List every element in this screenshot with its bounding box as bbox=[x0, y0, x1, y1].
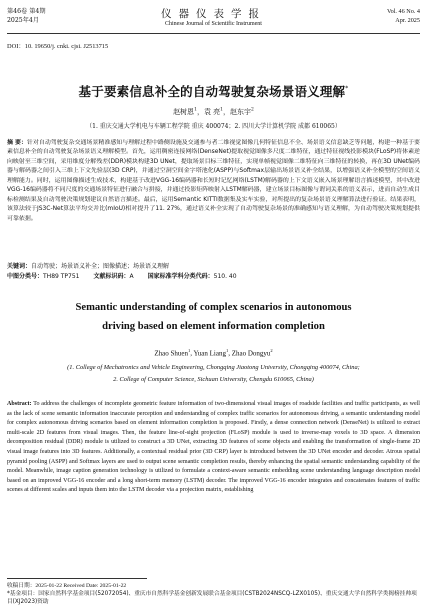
classification-zh bbox=[7, 271, 420, 280]
doc-code-label: 文献标识码： bbox=[93, 273, 130, 280]
issue-date: 2025年4月 bbox=[7, 16, 40, 24]
affiliation-en-1: (1. College of Mechatronics and Vehicle Engineering, Chongqing Jiaotong University, Chongqing 400074, China; bbox=[67, 364, 360, 371]
header-right bbox=[387, 8, 420, 25]
title-en-line-1: Semantic understanding of complex scenarios in autonomous bbox=[75, 302, 352, 313]
journal-header bbox=[7, 8, 420, 32]
subject-code: 510. 40 bbox=[213, 273, 237, 280]
clc-label: 中图分类号： bbox=[7, 273, 44, 280]
abstract-en-text: To address the challenges of incomplete geometric feature information of two-dimensional visual images of roadside facilities and traffic participants, as well as the lack of scene semantic information inaccurate perception and understanding of complex traffic scenarios for autonomous driving, a semantic understanding model for complex autonomous driving scenarios based on element information completion is proposed. Firstly, a dense connection network (DenseNet) is utilized to extract multi-scale 2D features from visual images. Then, the feature line-of-sight projection (FLoSP) module is used to inverse-map voxels to 3D space. A dimension decomposition residual (DDR) module is utilized to construct a 3D UNet, extracting 3D features of scene objects and enabling the transformation of single-frame 2D visual image features into 3D features. Additionally, a contextual residual prior (3D CRP) layer is introduced between the 3D UNet encoder and decoder. Atrous spatial pyramid pooling (ASPP) and Softmax layers are used to output scene semantic completion results, thereby enhancing the spatial semantic understanding capability of the model. Meanwhile, image caption generation technology is utilized to formulate a context-aware semantic embedding scene understanding language description model based on an improved VGG-16 encoder and a long short-term memory (LSTM) decoder. The improved VGG-16 encoder integrates and concatenates features of traffic scenes at different scales and inputs them into the LSTM decoder via a projection matrix, establishing bbox=[7, 401, 420, 494]
authors-zh: 赵树恩$^1$，袁 亮$^1$，赵东宇$^2$ bbox=[173, 107, 254, 116]
author-en: Yuan Liang bbox=[193, 349, 226, 358]
doc-code: A bbox=[129, 273, 134, 280]
affiliation-en-2: 2. College of Computer Science, Sichuan University, Chengdu 610065, China) bbox=[113, 376, 314, 383]
header-rule bbox=[7, 33, 420, 34]
title-footnote-mark: * bbox=[345, 85, 349, 92]
author-sup: 2 bbox=[270, 348, 273, 353]
footnote-rule bbox=[7, 578, 147, 579]
volume-issue: 第46卷 第4期 bbox=[7, 8, 46, 15]
affiliation-zh: （1. 重庆交通大学机电与车辆工程学院 重庆 400074；2. 四川大学计算机学院 成都 610065） bbox=[86, 123, 341, 130]
volume-en: Vol. 46 No. 4 bbox=[386, 8, 420, 15]
footnotes bbox=[7, 582, 420, 607]
keywords-zh bbox=[7, 261, 420, 270]
author-sup: 1 bbox=[225, 348, 229, 353]
abstract-en bbox=[7, 400, 420, 496]
author-zh: 赵树恩 bbox=[173, 108, 195, 116]
abstract-zh-label: 摘 要： bbox=[7, 139, 27, 146]
received-date: 收稿日期：2025-01-22 Received Date: 2025-01-22 bbox=[7, 583, 127, 589]
header-center bbox=[7, 8, 420, 28]
journal-name-zh: 仪器仪表学报 bbox=[161, 8, 266, 20]
title-en bbox=[0, 298, 427, 336]
author-zh: 赵东宇 bbox=[230, 108, 252, 116]
authors-en: Zhao Shuen$^1$, Yuan Liang$^1$, Zhao Dongyu$^2$ bbox=[154, 348, 273, 358]
date-en: Apr. 2025 bbox=[395, 16, 420, 24]
abstract-en-label: Abstract: bbox=[7, 401, 32, 407]
author-sup: 1 bbox=[187, 348, 191, 353]
author-en: Zhao Dongyu bbox=[231, 349, 271, 358]
journal-name-en: Chinese Journal of Scientific Instrument bbox=[165, 21, 262, 27]
author-sup: 2 bbox=[251, 107, 254, 113]
title-zh-text: 基于要素信息补全的自动驾驶复杂场景语义理解 bbox=[78, 84, 346, 99]
keywords-zh-text: 自动驾驶；场景语义补全；图像描述；场景语义理解 bbox=[31, 263, 170, 270]
author-sup: 1 bbox=[194, 107, 197, 113]
fund-note: *基金项目：国家自然科学基金项目(52072054)、重庆市自然科学基金创新发展联合基金项目(CSTB2024NSCQ-LZX0105)、重庆交通大学自然科学类揭榜挂帅项目(XJ2023)资助 bbox=[7, 591, 417, 606]
subject-code-label: 国家标准学科分类代码： bbox=[147, 273, 214, 280]
title-zh bbox=[0, 82, 427, 100]
author-en: Zhao Shuen bbox=[154, 349, 188, 358]
title-en-line-2: driving based on element information completion bbox=[102, 321, 325, 332]
doi: DOI：10. 19650/j. cnki. cjsi. J2513715 bbox=[7, 43, 109, 50]
author-zh: 袁 亮 bbox=[203, 108, 221, 116]
author-sup: 1 bbox=[220, 107, 224, 113]
clc-code: TH89 TP751 bbox=[43, 273, 80, 280]
abstract-zh bbox=[7, 138, 420, 223]
keywords-zh-label: 关键词： bbox=[7, 263, 32, 270]
affiliation-en bbox=[0, 362, 427, 386]
abstract-zh-text: 针对自动驾驶复杂交通场景精准感知与理解过程中路侧设施及交通参与者二维视觉图像几何特征信息不全、场景语义信息缺乏等问题，构建一种基于要素信息补全的自动驾驶复杂场景语义理解模型。首先，运用稠密连接网络(DenseNet)提取视觉图像多尺度二维特征，通过特征视线投影模块(FLoSP)将体素逆向映射至三维空间，采用维度分解残差(DDR)模块构建3D UNet，提取场景目标三维特征，实现单帧视觉图像二维特征向三维特征的转换，再在3D UNet编码器与解码器之间引入三维上下文先验层(3D CRP)，并通过空洞空间金字塔池化(ASPP)与Softmax层输出场景语义补全结果，以增强语义补全模型的空间语义理解能力。同时，运用图像描述生成技术，构建基于改进VGG-16编码器和长短时记忆网络(LSTM)解码器的上下文语义嵌入场景理解语言描述模型，其中改进VGG-16编码器将不同尺度的交通场景特征进行融合与拼接，并通过投影矩阵映射入LSTM解码器，建立场景目标图像与谓词关系的语义表示，进而自动生成目标检测结果及自动驾驶决策规划建议自然语言描述。最后，运用Semantic KITTI数据集及实车实验，对所提出的复杂场景语义理解算法进行验证。结果表明，该算法较于JS3C-Net算法平均交并比(mIoU)相对提升了11. 27%，通过语义补全实现了自动驾驶复杂场景的准确感知与语义理解，为自动驾驶决策规划提供可靠依据。 bbox=[7, 139, 420, 222]
